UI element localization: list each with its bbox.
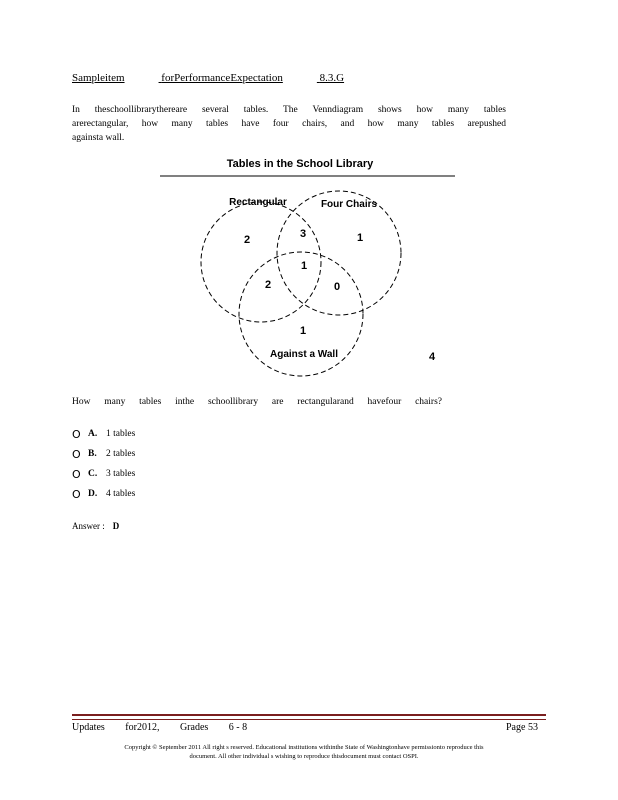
answer-label: Answer : <box>72 521 105 531</box>
item-header <box>72 72 378 84</box>
region-four-chairs-wall: 0 <box>333 281 341 293</box>
answer-value: D <box>112 521 120 531</box>
choice-text: 1 tables <box>106 429 136 439</box>
radio-icon[interactable]: O <box>72 487 81 501</box>
radio-icon[interactable]: O <box>72 427 81 441</box>
intro-paragraph <box>72 103 506 145</box>
choice-c[interactable] <box>72 464 135 484</box>
footer-left <box>72 722 265 733</box>
intro-line-1: In theschoollibrarythereare several tables. The Venndiagram shows how many tables <box>72 105 506 115</box>
choice-letter: C. <box>88 469 98 479</box>
choice-letter: D. <box>88 489 98 499</box>
choice-text: 2 tables <box>106 449 136 459</box>
footer-year: for2012, <box>125 722 160 733</box>
venn-diagram <box>150 150 470 380</box>
answer-key <box>72 521 119 531</box>
region-rectangular-wall: 2 <box>264 279 272 291</box>
radio-icon[interactable]: O <box>72 467 81 481</box>
answer-choices <box>72 424 135 504</box>
header-expectation: forPerformanceExpectation <box>161 72 283 84</box>
footer-range: 6 - 8 <box>228 722 248 733</box>
copyright-notice <box>78 743 530 761</box>
region-four-chairs-only: 1 <box>356 232 364 244</box>
footer-rule <box>72 714 546 720</box>
copyright-line-1: Copyright © September 2011 All right s reserved. Educational institutions withinthe State of Washingtonhave permissionto reproduce this <box>124 744 484 751</box>
label-rectangular: Rectangular <box>229 197 287 208</box>
label-four-chairs: Four Chairs <box>320 199 378 210</box>
intro-line-2: arerectangular, how many tables have four chairs, and how many tables arepushed <box>72 119 506 129</box>
footer-updates: Updates <box>72 722 105 733</box>
header-code: 8.3.G <box>319 72 345 84</box>
region-all-three: 1 <box>300 260 308 272</box>
label-against-wall: Against a Wall <box>270 349 338 360</box>
radio-icon[interactable]: O <box>72 447 81 461</box>
region-rectangular-four-chairs: 3 <box>299 228 307 240</box>
choice-letter: B. <box>88 449 97 459</box>
copyright-line-2: document. All other individual s wishing to reproduce thisdocument must contact OSPI. <box>189 753 419 760</box>
choice-a[interactable] <box>72 424 135 444</box>
question-text: How many tables inthe schoollibrary are rectangularand havefour chairs? <box>72 397 442 407</box>
choice-letter: A. <box>88 429 98 439</box>
region-rectangular-only: 2 <box>243 234 251 246</box>
footer-grades: Grades <box>179 722 209 733</box>
choice-text: 4 tables <box>106 489 136 499</box>
choice-b[interactable] <box>72 444 135 464</box>
choice-text: 3 tables <box>106 469 136 479</box>
intro-line-3: againsta wall. <box>72 133 125 143</box>
choice-d[interactable] <box>72 484 135 504</box>
venn-title: Tables in the School Library <box>226 158 374 170</box>
region-wall-only: 1 <box>299 325 307 337</box>
region-outside: 4 <box>428 351 436 363</box>
header-sample: Sampleitem <box>72 72 125 84</box>
page-number: Page 53 <box>506 722 538 733</box>
